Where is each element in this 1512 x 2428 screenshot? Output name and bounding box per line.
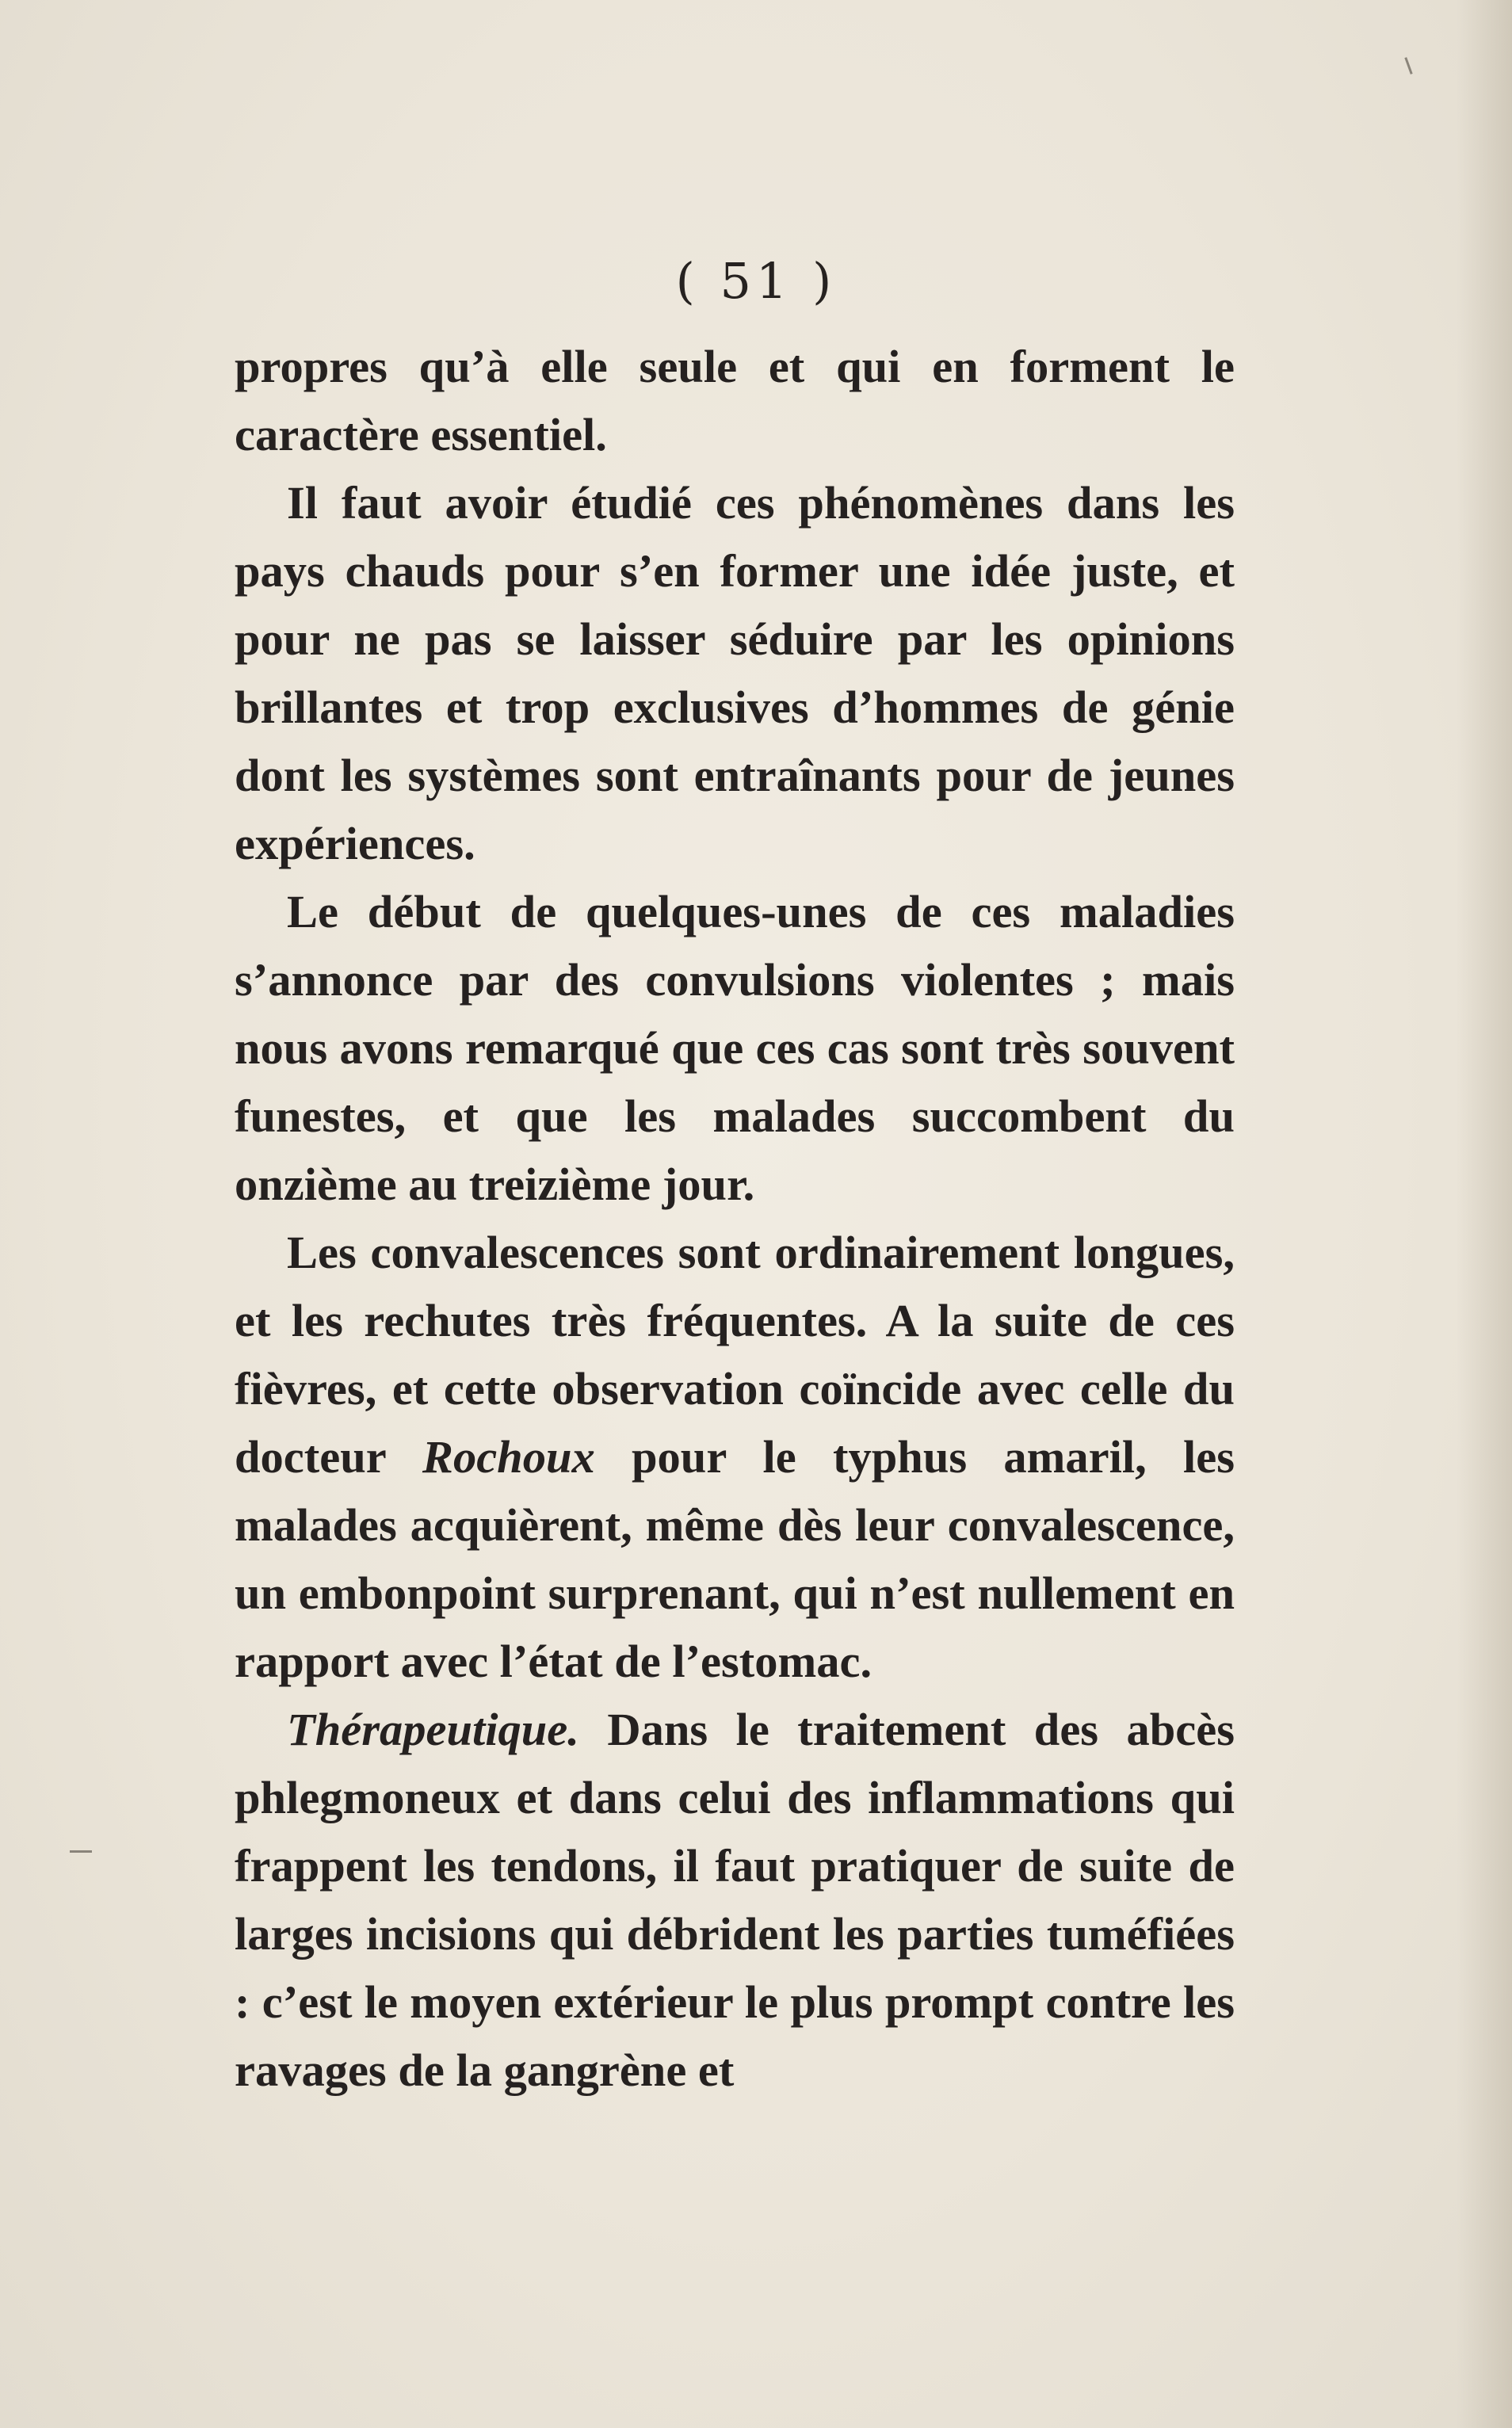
paragraph-2: Il faut avoir étudié ces phénomènes dans les pays chauds pour s’en former une idée juste, et pour ne pas se laisser séduire par les opinions brillantes et trop exclusives d’hommes de génie dont les systèmes sont entraînants pour de jeunes expériences. — [235, 477, 1235, 869]
body-text — [235, 333, 1235, 2105]
paragraph-1: propres qu’à elle seule et qui en forment le caractère essentiel. — [235, 341, 1235, 460]
margin-mark-top-right — [1404, 57, 1412, 74]
margin-mark-left — [70, 1850, 92, 1853]
paragraph-4-text-end: pour le typhus amaril, les malades acquièrent, même dès leur convalescence, un embonpoint surprenant, qui n’est nullement en rapport avec l’état de l’estomac. — [235, 1431, 1235, 1687]
author-name-rochoux: Rochoux — [422, 1431, 595, 1483]
section-title-therapeutique: Thérapeutique. — [287, 1704, 579, 1755]
paragraph-3: Le début de quelques-unes de ces maladies s’annonce par des convulsions violentes ; mais nous avons remarqué que ces cas sont très souvent funestes, et que les malades succombent du onzième au treizième jour. — [235, 886, 1235, 1210]
page-number: ( 51 ) — [675, 252, 837, 310]
paragraph-5-text: Dans le traitement des abcès phlegmoneux et dans celui des inflammations qui frappent les tendons, il faut pratiquer de suite de larges incisions qui débrident les parties tuméfiées : c’est le moyen extérieur le plus prompt contre les ravages de la gangrène et — [235, 1704, 1235, 2096]
paragraph-5 — [235, 1696, 1235, 2105]
paragraph-4-text-start: Les convalescences sont ordinairement longues, et les rechutes très fréquentes. A la suite de ces fièvres, et cette observation coïncide avec celle du docteur — [235, 1227, 1235, 1483]
paragraph-4 — [235, 1219, 1235, 1696]
page-edge-shadow — [1457, 0, 1512, 2428]
